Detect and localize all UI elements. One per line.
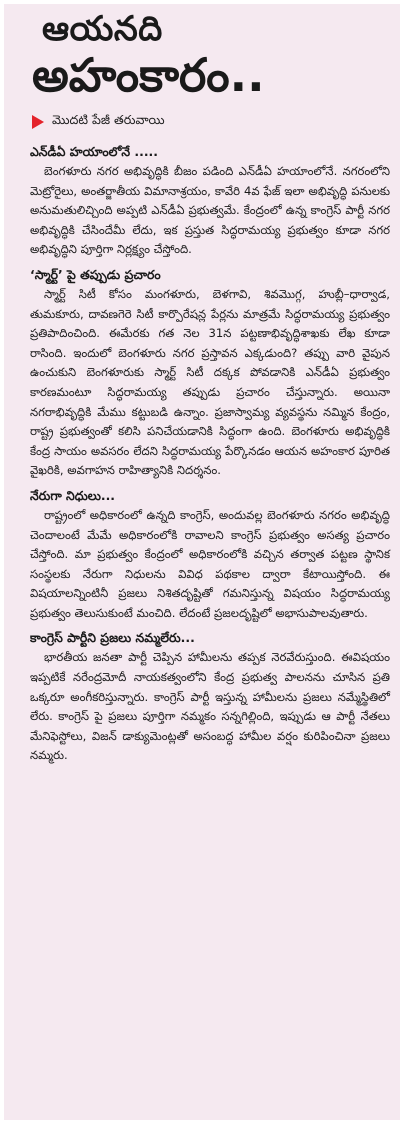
continued-from-front-page	[32, 112, 400, 131]
newspaper-clipping	[4, 4, 400, 1120]
paragraph-congress-trust: భారతీయ జనతా పార్టీ చెప్పిన హామీలను తప్పక నెరవేరుస్తుంది. ఈవిషయం ఇప్పటికే నరేంద్రమోదీ నాయకత్వంలోని కేంద్ర ప్రభుత్వ పాలనను చూసిన ప్రతి ఒక్కరూ అంగీకరిస్తున్నారు. కాంగ్రెస్‌ పార్టీ ఇస్తున్న హామీలను ప్రజలు నమ్మేస్థితిలో లేరు. కాంగ్రెస్‌ పై ప్రజలు పూర్తిగా నమ్మకం సన్నగిల్లింది, ఇప్పుడు ఆ పార్టీ నేతలు మేనిఫెస్టోలు, విజన్‌ డాక్యుమెంట్లతో అసంబద్ధ హామీల వర్షం కురిపించినా ప్రజలు నమ్మరు.	[30, 650, 390, 763]
paragraph-direct-funds: రాష్ట్రంలో అధికారంలో ఉన్నది కాంగ్రెస్‌, అందువల్ల బెంగళూరు నగరం అభివృద్ధి చెందాలంటే మేమే అధికారంలోకి రావాలని కాంగ్రెస్‌ ప్రభుత్వం అసత్య ప్రచారం చేస్తోంది. మా ప్రభుత్వం కేంద్రంలో అధికారంలోకి వచ్చిన తర్వాత పట్టణ స్థానిక సంస్థలకు నేరుగా నిధులను వివిధ పథకాల ద్వారా కేటాయిస్తోంది. ఈ విషయాలన్నింటినీ ప్రజలు నిశితదృష్టితో గమనిస్తున్న విషయం సిద్ధరామయ్య ప్రభుత్వం తెలుసుకుంటే మంచిది. లేదంటే ప్రజలదృష్టిలో అభాసుపాలవుతారు.	[30, 507, 390, 620]
headline-line-2: అహంకారం..	[32, 48, 265, 102]
continued-label: మొదటి పేజీ తరువాయి	[52, 112, 165, 127]
headline-line-1: ఆయనది	[42, 9, 163, 49]
headline	[4, 4, 400, 102]
paragraph-nda-era: బెంగళూరు నగర అభివృద్ధికి బీజం పడింది ఎన్‌డీఏ హయాంలోనే. నగరంలోని మెట్రోరైలు, అంతర్జాతీయ విమానాశ్రయం, కావేరి 4వ ఫేజ్‌ ఇలా అభివృద్ధి పనులకు అనుమతులిచ్చింది అప్పటి ఎన్‌డీఏ ప్రభుత్వమే. కేంద్రంలో ఉన్న కాంగ్రెస్‌ పార్టీ నగర అభివృద్ధికి చేసిందేమీ లేదు, ఇక ప్రస్తుత సిద్ధరామయ్య ప్రభుత్వం కూడా నగర అభివృద్ధిని పూర్తిగా నిర్లక్ష్యం చేస్తోంది.	[30, 164, 390, 257]
subhead-direct-funds: నేరుగా నిధులు...	[30, 487, 115, 503]
subhead-smart-city: ‘స్మార్ట్‌’ పై తప్పుడు ప్రచారం	[30, 266, 161, 282]
subhead-nda-era: ఎన్‌డీఏ హయాంలోనే .....	[30, 144, 158, 159]
subhead-congress-trust: కాంగ్రెస్‌ పార్టీని ప్రజలు నమ్మలేరు...	[30, 630, 195, 646]
paragraph-smart-city: స్మార్ట్‌ సిటీ కోసం మంగళూరు, బెళగావి, శివమొగ్గ, హుబ్లీ–ధార్వాడ, తుమకూరు, దావణగెరె సిటీ కార్పొరేషన్ల పేర్లను మాత్రమే సిద్ధరామయ్య ప్రభుత్వం ప్రతిపాదించింది. ఈమేరకు గత నెల 31న పట్టణాభివృద్ధిశాఖకు లేఖ కూడా రాసింది. ఇందులో బెంగళూరు నగర ప్రస్తావన ఎక్కడుంది? తప్పు వారి వైపున ఉంచుకుని బెంగళూరుకు స్మార్ట్‌ సిటీ దక్కక పోవడానికి ఎన్‌డీఏ ప్రభుత్వం కారణమంటూ సిద్ధరామయ్య తప్పుడు ప్రచారం చేస్తున్నారు. అయినా నగరాభివృద్ధికి మేము కట్టుబడి ఉన్నాం. ప్రజాస్వామ్య వ్యవస్థను నమ్మిన కేంద్రం, రాష్ట్ర ప్రభుత్వంతో కలిసి పనిచేయడానికి సిద్ధంగా ఉంది. బెంగళూరు అభివృద్ధికి కేంద్ర సాయం అవసరం లేదని సిద్ధరామయ్య పేర్కొనడం ఆయన అహంకార పూరిత వైఖరికి, అవగాహన రాహిత్యానికి నిదర్శనం.	[30, 286, 390, 478]
article-body	[4, 137, 400, 766]
red-triangle-icon	[32, 115, 44, 129]
